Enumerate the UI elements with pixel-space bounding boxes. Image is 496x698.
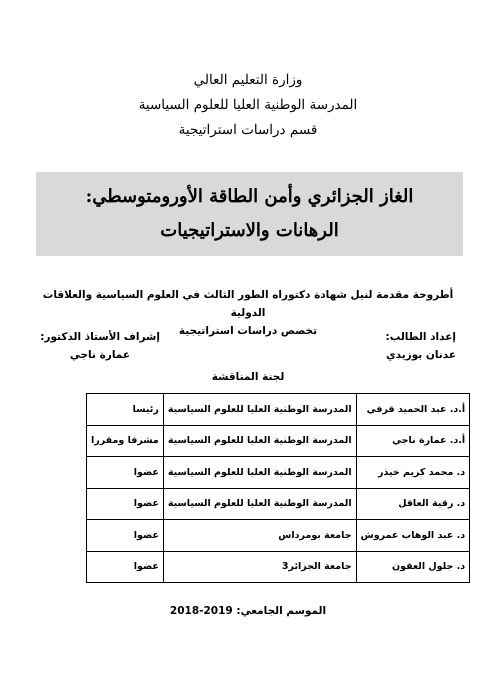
member-institution: جامعة الجزائر3 [163,551,356,583]
member-institution: المدرسة الوطنية العليا للعلوم السياسية [163,394,356,426]
committee-table [86,393,470,583]
school-name: المدرسة الوطنية العليا للعلوم السياسية [138,97,358,113]
member-role: عضوا [87,488,164,520]
author-label: إعداد الطالب: [385,331,456,343]
member-role: عضوا [87,551,164,583]
member-role: رئيسا [87,394,164,426]
member-institution: المدرسة الوطنية العليا للعلوم السياسية [163,457,356,489]
table-row [87,488,470,520]
academic-year-value: 2018-2019 [169,605,233,617]
member-role: عضوا [87,457,164,489]
table-row [87,551,470,583]
institution-header [0,68,496,143]
member-institution: جامعة بومرداس [163,520,356,552]
degree-statement: أطروحة مقدمة لنيل شهادة دكتوراه الطور الثالث في العلوم السياسية والعلاقات الدولية [42,289,454,319]
academic-year [0,602,496,620]
supervisor-label: إشراف الأستاذ الدكتور: [40,331,160,343]
member-role: عضوا [87,520,164,552]
table-row [87,457,470,489]
author-block [386,328,456,364]
table-row [87,520,470,552]
member-name: أ.د. عمارة ناجي [356,425,470,457]
member-institution: المدرسة الوطنية العليا للعلوم السياسية [163,425,356,457]
member-name: د. محمد كريم خيذر [356,457,470,489]
thesis-title-line1: الغاز الجزائري وأمن الطاقة الأورومتوسطي: [85,186,414,207]
member-institution: المدرسة الوطنية العليا للعلوم السياسية [163,488,356,520]
supervisor-name: عمارة ناجي [69,349,130,361]
member-name: أ.د. عبد الحميد قرفي [356,394,470,426]
specialization: تخصص دراسات استراتيجية [178,325,318,337]
department-name: قسم دراسات استراتيجية [178,122,318,138]
table-row [87,425,470,457]
committee-heading: لجنة المناقشة [211,371,285,383]
academic-year-label: الموسم الجامعي: [236,605,327,617]
member-name: د. عبد الوهاب عمروش [356,520,470,552]
table-row [87,394,470,426]
author-name: عدنان بوزيدي [386,349,456,361]
ministry-name: وزارة التعليم العالي [193,72,303,88]
supervisor-block [30,328,160,364]
member-name: د. رقية العاقل [356,488,470,520]
member-name: د. جلول العقون [356,551,470,583]
thesis-title-box [36,172,463,256]
member-role: مشرفا ومقررا [87,425,164,457]
thesis-title-line2: الرهانات والاستراتيجيات [160,220,339,241]
